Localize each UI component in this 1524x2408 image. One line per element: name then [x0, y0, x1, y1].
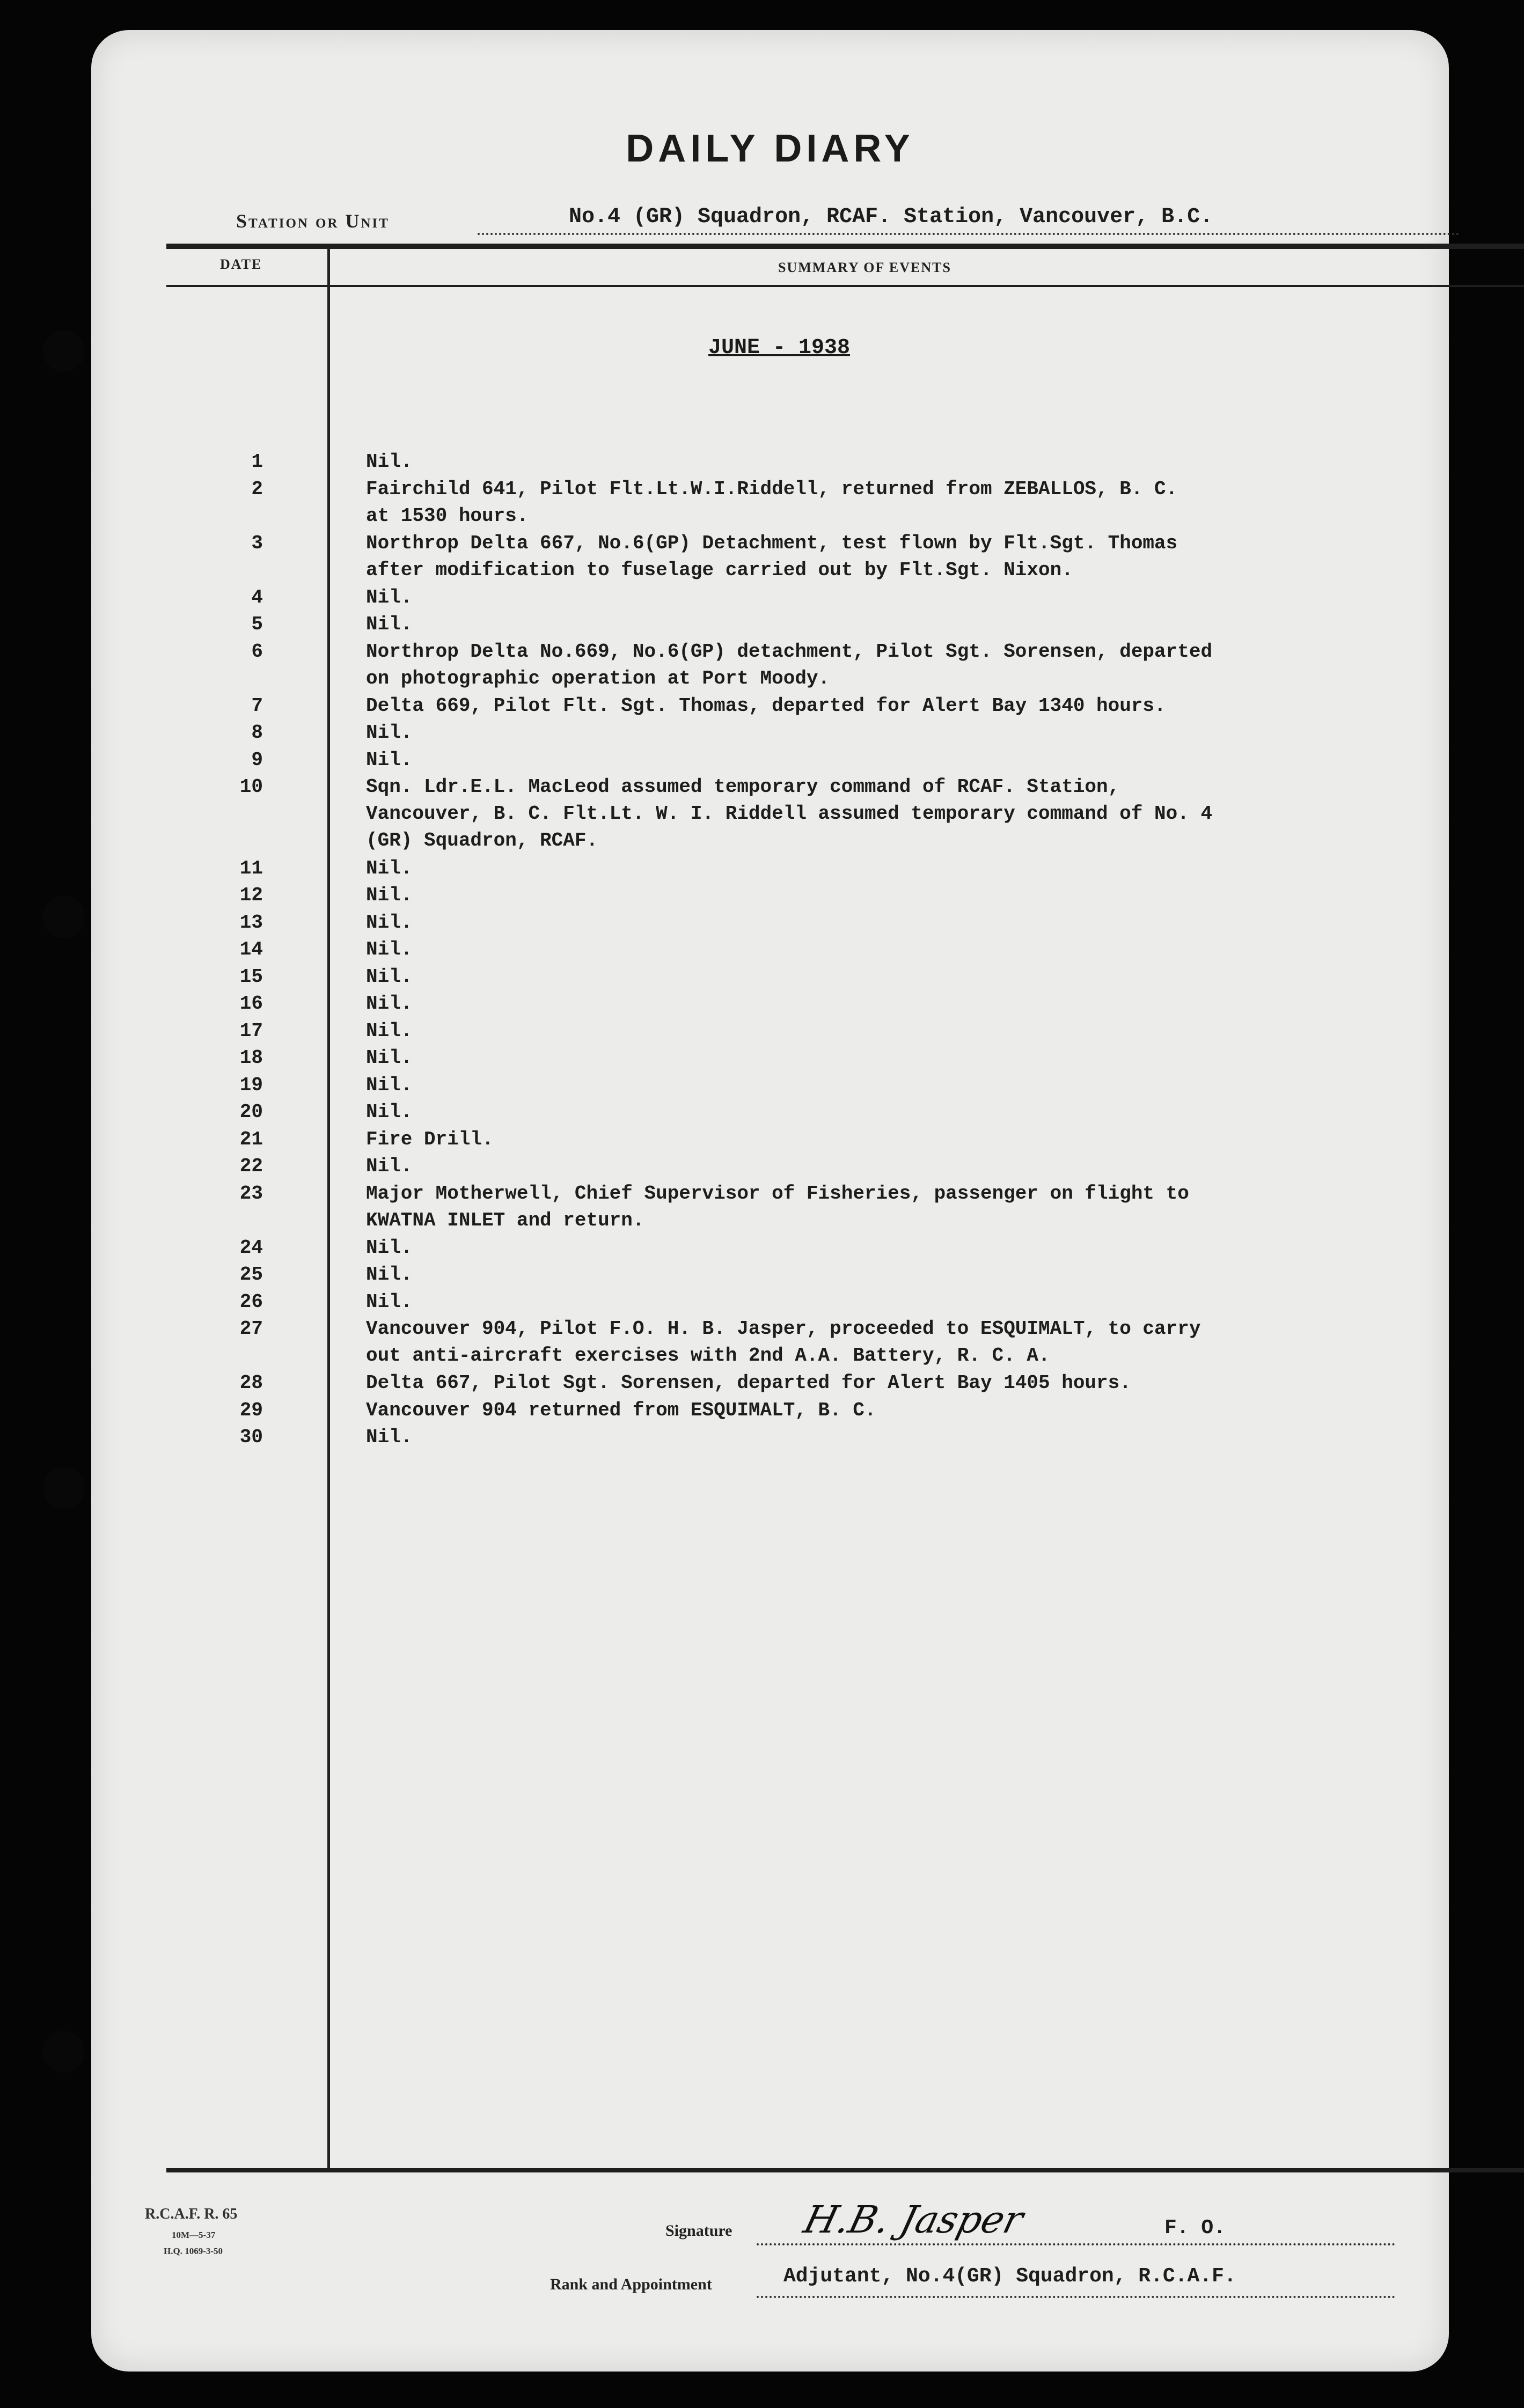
entry-day: 22: [239, 1155, 263, 1177]
entry-text: Nil.: [366, 722, 413, 744]
rank-value: Adjutant, No.4(GR) Squadron, R.C.A.F.: [783, 2265, 1236, 2288]
form-reference: H.Q. 1069-3-50: [164, 2246, 223, 2256]
entry-text: Nil.: [366, 993, 413, 1015]
entry-day: 11: [239, 857, 263, 879]
entry-text: Nil.: [366, 613, 413, 635]
entry-text: Nil.: [366, 857, 413, 879]
punch-hole: [43, 2031, 85, 2073]
entry-day: 14: [239, 938, 263, 960]
entry-text: Fairchild 641, Pilot Flt.Lt.W.I.Riddell, returned from ZEBALLOS, B. C. at 1530 hours.: [366, 478, 1178, 527]
entry-text: Nil.: [366, 748, 413, 771]
entry-day: 25: [239, 1264, 263, 1286]
entry-day: 24: [239, 1236, 263, 1259]
entry-day: 3: [251, 532, 263, 554]
handwritten-signature: H.B. Jasper: [799, 2198, 1028, 2242]
month-heading: JUNE - 1938: [708, 336, 851, 360]
header-rule: [166, 244, 1524, 249]
entry-day: 10: [239, 776, 263, 798]
entry-text: Northrop Delta No.669, No.6(GP) detachment, Pilot Sgt. Sorensen, departed on photographic operation at Port Moody.: [366, 640, 1213, 689]
signature-dotted-line: [757, 2243, 1395, 2245]
entry-text: Nil.: [366, 1264, 413, 1286]
page-title: DAILY DIARY: [626, 127, 914, 170]
entry-text: Nil.: [366, 1101, 413, 1123]
punch-hole: [43, 896, 85, 938]
entry-day: 18: [239, 1047, 263, 1069]
entry-text: Nil.: [366, 938, 413, 960]
rank-label: Rank and Appointment: [550, 2275, 712, 2293]
entry-day: 20: [239, 1101, 263, 1123]
entry-text: Nil.: [366, 1155, 413, 1177]
entry-text: Northrop Delta 667, No.6(GP) Detachment, test flown by Flt.Sgt. Thomas after modification to fuselage carried out by Flt.Sgt. Nixon.: [366, 532, 1178, 581]
entry-text: Major Motherwell, Chief Supervisor of Fisheries, passenger on flight to KWATNA INLET and return.: [366, 1182, 1189, 1231]
form-code: R.C.A.F. R. 65: [145, 2206, 238, 2222]
entry-text: Nil.: [366, 911, 413, 934]
entry-text: Vancouver 904, Pilot F.O. H. B. Jasper, proceeded to ESQUIMALT, to carry out anti-aircraft exercises with 2nd A.A. Battery, R. C. A.: [366, 1318, 1201, 1367]
entry-text: Vancouver 904 returned from ESQUIMALT, B. C.: [366, 1399, 876, 1421]
entry-day: 4: [251, 586, 263, 608]
entry-text: Sqn. Ldr.E.L. MacLeod assumed temporary command of RCAF. Station, Vancouver, B. C. Flt.Lt. W. I. Riddell assumed temporary command of No. 4 (GR) Squadron, RCAF.: [366, 776, 1213, 851]
entry-day: 8: [251, 722, 263, 744]
signature-rank: F. O.: [1164, 2216, 1226, 2240]
entry-day: 29: [239, 1399, 263, 1421]
entry-day: 27: [239, 1318, 263, 1340]
entry-day: 13: [239, 911, 263, 934]
entry-day: 15: [239, 965, 263, 988]
date-column-header: DATE: [220, 256, 262, 272]
entry-text: Nil.: [366, 965, 413, 988]
entry-day: 1: [251, 451, 263, 473]
column-header-rule: [166, 285, 1524, 287]
punch-hole: [43, 330, 85, 372]
entry-day: 28: [239, 1372, 263, 1394]
column-divider: [327, 247, 330, 2171]
entry-text: Nil.: [366, 1426, 413, 1448]
station-value: No.4 (GR) Squadron, RCAF. Station, Vancouver, B.C.: [569, 205, 1213, 229]
entry-day: 30: [239, 1426, 263, 1448]
entry-text: Nil.: [366, 1074, 413, 1096]
entry-day: 12: [239, 884, 263, 906]
entry-day: 26: [239, 1290, 263, 1313]
entry-text: Fire Drill.: [366, 1128, 494, 1150]
entry-text: Delta 667, Pilot Sgt. Sorensen, departed for Alert Bay 1405 hours.: [366, 1372, 1131, 1394]
summary-column-header: SUMMARY OF EVENTS: [778, 260, 951, 275]
entry-day: 23: [239, 1182, 263, 1205]
entry-day: 5: [251, 613, 263, 635]
entry-day: 16: [239, 993, 263, 1015]
diary-page: [91, 30, 1449, 2372]
entry-text: Nil.: [366, 1290, 413, 1313]
station-dotted-line: [478, 233, 1460, 235]
form-print-run: 10M—5-37: [172, 2230, 216, 2240]
entry-day: 6: [251, 640, 263, 663]
entry-day: 7: [251, 694, 263, 717]
footer-rule: [166, 2168, 1524, 2172]
entry-text: Nil.: [366, 451, 413, 473]
rank-dotted-line: [757, 2296, 1395, 2298]
entry-day: 9: [251, 748, 263, 771]
entry-text: Nil.: [366, 1047, 413, 1069]
signature-label: Signature: [665, 2222, 732, 2240]
entry-day: 2: [251, 478, 263, 500]
entry-text: Delta 669, Pilot Flt. Sgt. Thomas, departed for Alert Bay 1340 hours.: [366, 694, 1166, 717]
station-label: Station or Unit: [236, 210, 390, 232]
entry-day: 17: [239, 1019, 263, 1042]
entry-text: Nil.: [366, 1019, 413, 1042]
entry-day: 21: [239, 1128, 263, 1150]
punch-hole: [43, 1467, 85, 1509]
entry-text: Nil.: [366, 586, 413, 608]
entry-text: Nil.: [366, 1236, 413, 1259]
entry-day: 19: [239, 1074, 263, 1096]
entry-text: Nil.: [366, 884, 413, 906]
